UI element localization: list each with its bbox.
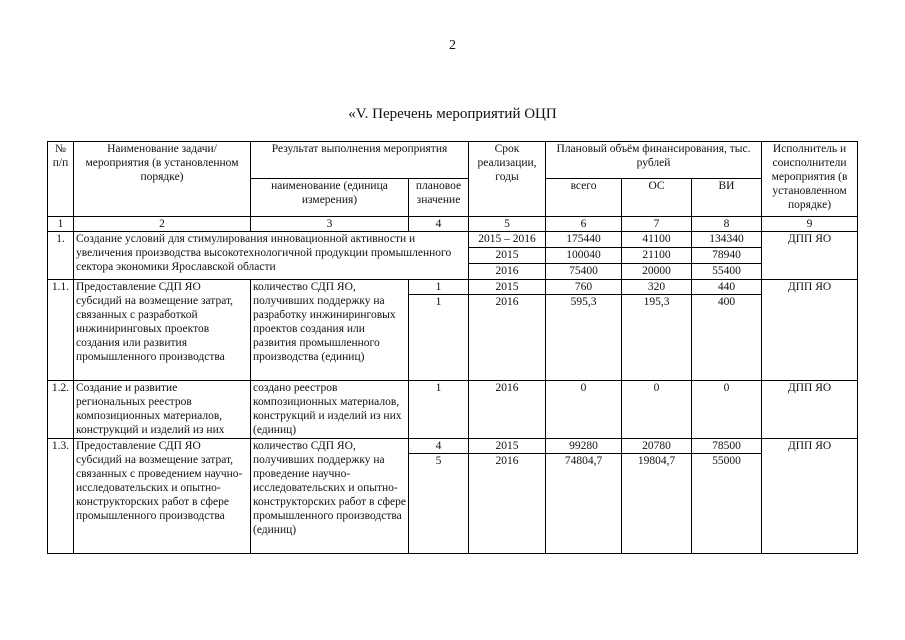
row-total: 74804,7 xyxy=(546,454,622,554)
row-total: 75400 xyxy=(546,264,622,280)
activities-table xyxy=(47,141,858,554)
col-number: 3 xyxy=(251,217,409,232)
row-executor: ДПП ЯО xyxy=(762,232,858,280)
header-executor: Исполнитель и соисполнители мероприятия (в установленном порядке) xyxy=(762,142,858,217)
row-executor: ДПП ЯО xyxy=(762,439,858,554)
row-year: 2016 xyxy=(469,454,546,554)
col-number: 4 xyxy=(409,217,469,232)
header-name: Наименование задачи/мероприятия (в установленном порядке) xyxy=(74,142,251,217)
col-number: 8 xyxy=(692,217,762,232)
row-year: 2016 xyxy=(469,264,546,280)
row-year: 2015 xyxy=(469,280,546,295)
row-os: 21100 xyxy=(622,248,692,264)
col-number: 6 xyxy=(546,217,622,232)
row-vi: 134340 xyxy=(692,232,762,248)
document-title: «V. Перечень мероприятий ОЦП xyxy=(348,106,557,122)
row-total: 100040 xyxy=(546,248,622,264)
row-plan: 1 xyxy=(409,295,469,381)
row-result: количество СДП ЯО, получивших поддержку на разработку инжиниринговых проектов создания или развития промышленного производства (единиц) xyxy=(251,280,409,381)
header-vi: ВИ xyxy=(692,179,762,217)
row-executor: ДПП ЯО xyxy=(762,381,858,439)
row-num: 1.3. xyxy=(48,439,74,554)
row-year: 2015 – 2016 xyxy=(469,232,546,248)
row-os: 20780 xyxy=(622,439,692,454)
row-os: 19804,7 xyxy=(622,454,692,554)
header-result-plan: плановое значение xyxy=(409,179,469,217)
row-year: 2015 xyxy=(469,439,546,454)
row-total: 99280 xyxy=(546,439,622,454)
col-number: 7 xyxy=(622,217,692,232)
row-vi: 78940 xyxy=(692,248,762,264)
header-total: всего xyxy=(546,179,622,217)
row-num: 1.2. xyxy=(48,381,74,439)
col-number: 1 xyxy=(48,217,74,232)
row-os: 0 xyxy=(622,381,692,439)
row-vi: 440 xyxy=(692,280,762,295)
row-year: 2016 xyxy=(469,381,546,439)
row-result: создано реестров композиционных материалов, конструкций и изделий из них (единиц) xyxy=(251,381,409,439)
row-num: 1. xyxy=(48,232,74,280)
header-result-name: наименование (единица измерения) xyxy=(251,179,409,217)
row-total: 0 xyxy=(546,381,622,439)
page-number: 2 xyxy=(449,38,456,53)
row-vi: 78500 xyxy=(692,439,762,454)
row-vi: 55400 xyxy=(692,264,762,280)
row-os: 320 xyxy=(622,280,692,295)
row-vi: 0 xyxy=(692,381,762,439)
row-plan: 1 xyxy=(409,280,469,295)
row-total: 595,3 xyxy=(546,295,622,381)
row-os: 20000 xyxy=(622,264,692,280)
row-name: Предоставление СДП ЯО субсидий на возмещение затрат, связанных с проведением научно-исследовательских и опытно-конструкторских работ в сфере промышленного производства xyxy=(74,439,251,554)
header-funding: Плановый объём финансирования, тыс. рублей xyxy=(546,142,762,179)
header-result: Результат выполнения мероприятия xyxy=(251,142,469,179)
header-os: ОС xyxy=(622,179,692,217)
row-plan: 5 xyxy=(409,454,469,554)
header-term: Срок реализации, годы xyxy=(469,142,546,217)
col-number: 5 xyxy=(469,217,546,232)
row-year: 2016 xyxy=(469,295,546,381)
row-name: Создание условий для стимулирования инновационной активности и увеличения производства высокотехнологичной продукции промышленного сектора экономики Ярославской области xyxy=(74,232,469,280)
col-number: 9 xyxy=(762,217,858,232)
row-vi: 55000 xyxy=(692,454,762,554)
col-number: 2 xyxy=(74,217,251,232)
row-num: 1.1. xyxy=(48,280,74,381)
row-vi: 400 xyxy=(692,295,762,381)
row-os: 195,3 xyxy=(622,295,692,381)
row-plan: 1 xyxy=(409,381,469,439)
row-total: 760 xyxy=(546,280,622,295)
row-total: 175440 xyxy=(546,232,622,248)
header-num: № п/п xyxy=(48,142,74,217)
row-name: Предоставление СДП ЯО субсидий на возмещение затрат, связанных с разработкой инжиниринговых проектов создания или развития промышленного производства xyxy=(74,280,251,381)
row-plan: 4 xyxy=(409,439,469,454)
row-result: количество СДП ЯО, получивших поддержку на проведение научно-исследовательских и опытно-конструкторских работ в сфере промышленного производства (единиц) xyxy=(251,439,409,554)
row-name: Создание и развитие региональных реестров композиционных материалов, конструкций и изделий из них xyxy=(74,381,251,439)
row-year: 2015 xyxy=(469,248,546,264)
row-os: 41100 xyxy=(622,232,692,248)
row-executor: ДПП ЯО xyxy=(762,280,858,381)
